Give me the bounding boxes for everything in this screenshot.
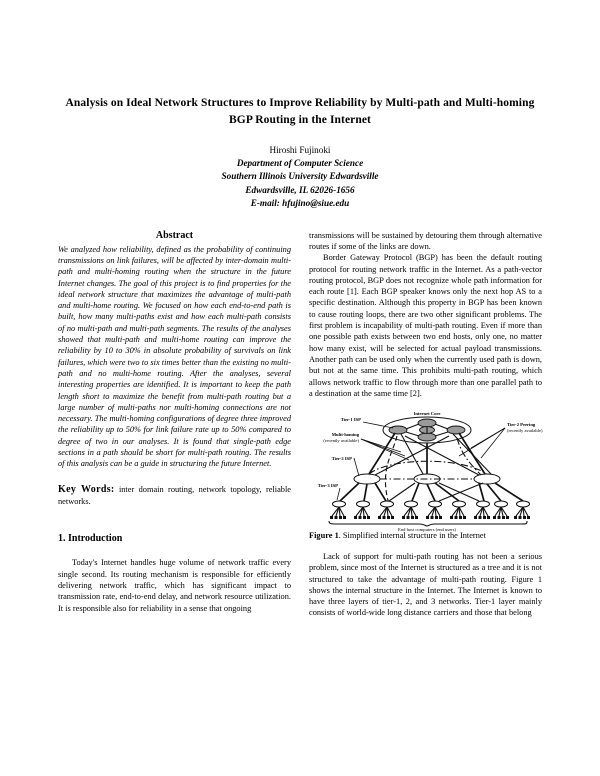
- right-paragraph-lack: Lack of support for multi-path routing has not been a serious problem, since most of the Internet is structured as a tree and it is not structured to take the advantage of multi-path routing. Figure 1 shows the internal structure in the Internet. The Internet is known to have three layers of tier-1, 2, and 3 networks. Tier-1 layer mainly consists of world-wide long distance carriers and those that belong: [309, 551, 542, 618]
- author-address: Edwardsville, IL 62026-1656: [245, 184, 355, 195]
- label-internet-core: Internet Core: [413, 411, 441, 417]
- label-tier2-isp: Tier-2 ISP: [331, 456, 352, 462]
- left-column: [58, 230, 291, 619]
- keywords-block: [58, 483, 291, 508]
- two-column-body: [58, 230, 542, 619]
- page-title: Analysis on Ideal Network Structures to Improve Reliability by Multi-path and Multi-homing BGP Routing in the Internet: [65, 97, 535, 126]
- author-email: E-mail: hfujino@siue.edu: [250, 197, 350, 208]
- figure-caption-number: Figure 1: [309, 531, 339, 541]
- right-paragraph-continued: transmissions will be sustained by detouring them through alternative routes if some of the links are down.: [309, 230, 542, 251]
- author-university: Southern Illinois University Edwardsville: [221, 171, 379, 182]
- label-end-hosts: End host computers (end users): [398, 527, 456, 533]
- keywords-text: inter domain routing, network topology, reliable networks.: [58, 484, 291, 507]
- author-name: Hiroshi Fujinoki: [269, 145, 331, 156]
- label-tier2-peering: Tier-2 Peering: [507, 422, 536, 428]
- label-multihoming: Multi-homing: [331, 432, 359, 438]
- label-tier1-isp: Tier-1 ISP: [340, 417, 361, 423]
- figure-caption-text: . Simplified internal structure in the Internet: [338, 531, 486, 541]
- author-block: [58, 144, 542, 209]
- figure-1: [309, 408, 542, 542]
- introduction-paragraph-1: Today's Internet handles huge volume of network traffic every single second. Its routing mechanism is responsible for efficiently delivering network traffic, which has significant impact to transmission rate, end-to-end delay, and network resource utilization. It is responsible also for reliability in a sense that ongoing: [58, 558, 291, 613]
- abstract-text: We analyzed how reliability, defined as the probability of continuing transmissions on link failures, will be affected by inter-domain multi-path and multi-homing routing when the structure in the future Internet changes. The goal of this project is to find properties for the ideal network structure that maximizes the advantage of multi-path and multi-home routing. We focused on how each end-to-end path is built, how many multi-paths exist and how each multi-path consists of no multi-path and multi-path segments. The results of the analyses showed that multi-path and multi-home routing can improve the reliability by 10 to 30% in absolute probability of survivals on link failures, which were two to six times better than the existing no multi-path and no multi-home routing. After the analyses, several interesting properties are identified. It is important to keep the path length short to maximize the benefit from multi-path routing but a large number of multi-paths nor multi-homing connections are not necessary. The multi-homing configurations of degree three improved the reliability up to 50% for link failure rate up to 50% compared to degree of two in our analyses. It is found that single-path edge sections in a path should be short for multi-path routing. The results of this analysis can be a guide in structuring the future Internet.: [58, 244, 291, 469]
- author-department: Department of Computer Science: [236, 158, 364, 169]
- label-tier3-isp: Tier-3 ISP: [317, 483, 338, 489]
- right-paragraph-bgp: Border Gateway Protocol (BGP) has been the default routing protocol for routing network traffic in the Internet. As a path-vector routing protocol, BGP does not recognize whole path information for each route [1]. Each BGP speaker knows only the next hop AS to a specific destination. Although this property in BGP has been known to cause routing loops, there are two other significant problems. The first problem is incapability of multi-path routing. Even if more than one possible path exists between two end hosts, only one, no matter how many exist, will be selected for actual payload transmissions. Another path can be used only when the currently used path is down, but not at the same time. This prohibits multi-path routing, which allows network traffic to flow through more than one parallel path to a destination at the same time [2].: [309, 253, 542, 398]
- keywords-label: Key Words:: [58, 483, 115, 495]
- abstract-heading: Abstract: [155, 229, 194, 241]
- introduction-heading: 1. Introduction: [58, 533, 123, 545]
- label-tier2-peering-sub: (recently available): [507, 428, 543, 434]
- internet-structure-diagram: [309, 408, 543, 533]
- label-multihoming-sub: (recently available): [323, 438, 359, 444]
- figure-caption: [309, 531, 542, 542]
- right-column: [309, 230, 542, 619]
